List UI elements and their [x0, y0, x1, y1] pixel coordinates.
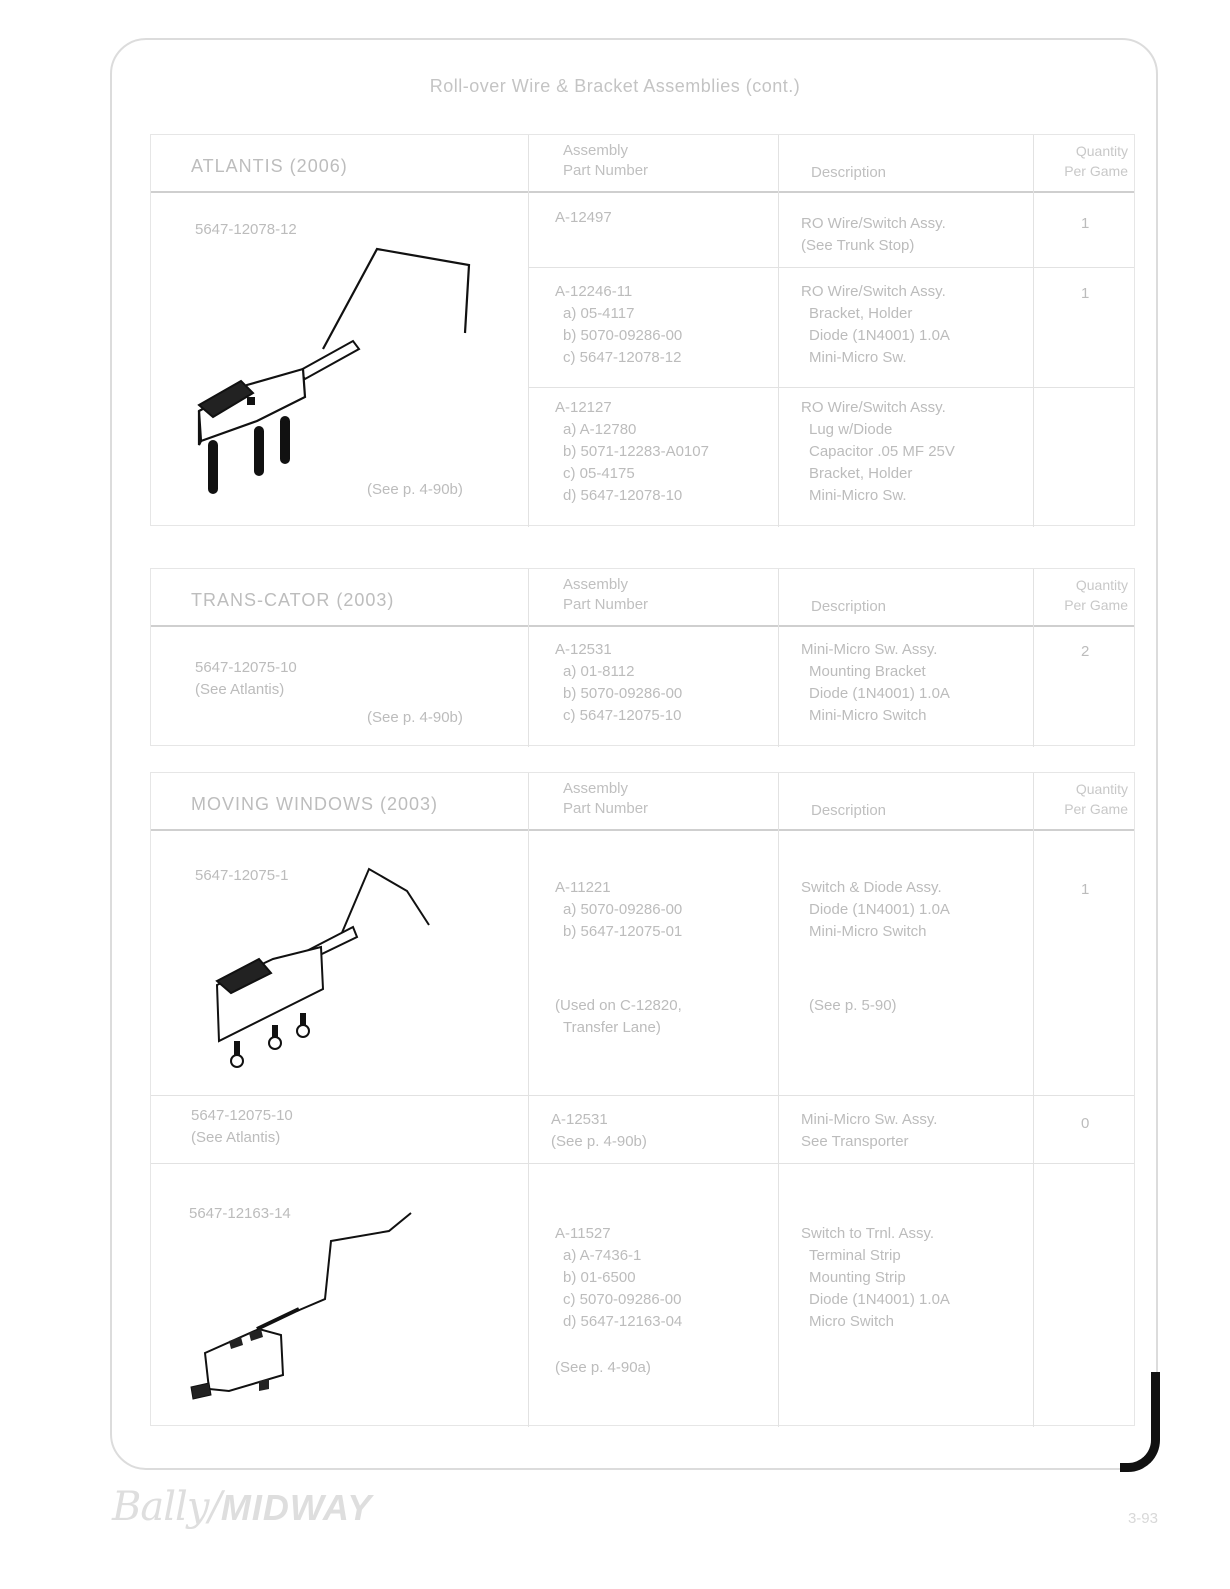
section-header [151, 135, 1134, 193]
description-cell: Switch to Trnl. Assy. Terminal Strip Mounting Strip Diode (1N4001) 1.0A Micro Switch [801, 1225, 950, 1330]
assembly-cell: A-12531 a) 01-8112 b) 5070-09286-00 c) 5647-12075-10 [555, 641, 683, 724]
header-assembly: Assembly Part Number [563, 142, 649, 179]
section-header [151, 569, 1134, 627]
assembly-cell: A-11527 a) A-7436-1 b) 01-6500 c) 5070-09286-00 d) 5647-12163-04 (See p. 4-90a) [555, 1225, 683, 1376]
page-number: 3-93 [1127, 1510, 1158, 1527]
header-quantity: Quantity Per Game [1064, 577, 1128, 613]
quantity-cell: 0 [1081, 1115, 1090, 1132]
part-number: 5647-12078-12 [195, 221, 297, 238]
game-title: ATLANTIS (2006) [191, 156, 348, 176]
game-title: TRANS-CATOR (2003) [191, 590, 395, 610]
header-assembly: Assembly Part Number [563, 780, 649, 817]
header-description: Description [811, 164, 887, 181]
quantity-cell: 1 [1081, 881, 1090, 898]
quantity-cell: 1 [1081, 215, 1090, 232]
section-trans-cator [150, 568, 1135, 746]
part-number: 5647-12075-10 (See Atlantis) [191, 1107, 293, 1146]
section-atlantis [150, 134, 1135, 526]
assembly-cell: A-12127 a) A-12780 b) 5071-12283-A0107 c) 05-4175 d) 5647-12078-10 [555, 399, 709, 504]
bally-midway-logo: Bally/MIDWAY [112, 1484, 373, 1530]
assembly-cell: A-12497 [555, 209, 612, 226]
header-assembly: Assembly Part Number [563, 576, 649, 613]
page-title: Roll-over Wire & Bracket Assemblies (cont.) [429, 76, 801, 96]
section-moving-windows [150, 772, 1135, 1426]
description-cell: RO Wire/Switch Assy. (See Trunk Stop) [801, 215, 946, 254]
description-cell: Mini-Micro Sw. Assy. Mounting Bracket Diode (1N4001) 1.0A Mini-Micro Switch [801, 641, 950, 724]
assembly-cell: A-12531 (See p. 4-90b) [551, 1111, 647, 1150]
header-quantity: Quantity Per Game [1064, 781, 1128, 817]
game-title: MOVING WINDOWS (2003) [191, 794, 439, 814]
page-reference: (See p. 4-90b) [367, 481, 463, 498]
description-cell: Switch & Diode Assy. Diode (1N4001) 1.0A Mini-Micro Switch (See p. 5-90) [801, 879, 950, 1014]
section-header [151, 773, 1134, 831]
part-number: 5647-12075-10 (See Atlantis) [195, 659, 297, 698]
quantity-cell: 1 [1081, 285, 1090, 302]
part-number: 5647-12075-1 [195, 867, 289, 884]
description-cell: RO Wire/Switch Assy. Lug w/Diode Capacitor .05 MF 25V Bracket, Holder Mini-Micro Sw. [801, 399, 955, 504]
header-quantity: Quantity Per Game [1064, 143, 1128, 179]
assembly-cell: A-11221 a) 5070-09286-00 b) 5647-12075-01 (Used on C-12820, Transfer Lane) [555, 879, 683, 1036]
switch-diode-drawing [211, 865, 451, 1075]
assembly-cell: A-12246-11 a) 05-4117 b) 5070-09286-00 c) 5647-12078-12 [555, 283, 683, 366]
description-cell: RO Wire/Switch Assy. Bracket, Holder Diode (1N4001) 1.0A Mini-Micro Sw. [801, 283, 950, 366]
part-number: 5647-12163-14 [189, 1205, 291, 1222]
header-description: Description [811, 598, 887, 615]
quantity-cell: 2 [1081, 643, 1090, 660]
page-reference: (See p. 4-90b) [367, 709, 463, 726]
micro-switch-wire-drawing [189, 1211, 419, 1401]
description-cell: Mini-Micro Sw. Assy. See Transporter [801, 1111, 938, 1150]
header-description: Description [811, 802, 887, 819]
micro-switch-wire-drawing [191, 245, 481, 505]
